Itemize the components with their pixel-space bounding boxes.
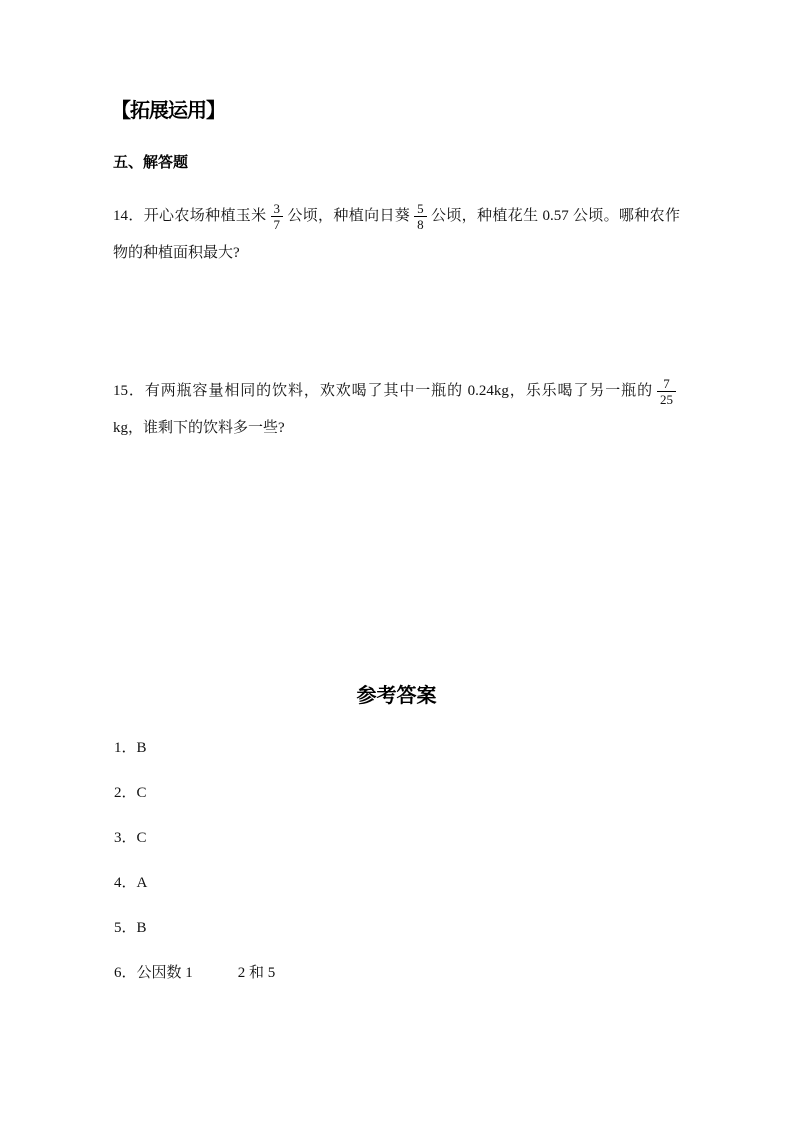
fraction-denominator: 8: [414, 216, 427, 232]
answer-list: [114, 740, 275, 1010]
answers-heading: 参考答案: [356, 685, 437, 707]
fraction-denominator: 7: [271, 216, 284, 232]
fraction-7-25: [657, 376, 676, 407]
fraction-3-7: [271, 201, 284, 232]
question-15-text-2: kg，谁剩下的饮料多一些?: [113, 420, 285, 436]
question-14-text-1: 14．开心农场种植玉米: [113, 208, 267, 224]
fraction-denominator: 25: [657, 391, 676, 407]
answer-item-3: 3．C: [114, 830, 147, 846]
fraction-numerator: 5: [417, 201, 424, 217]
question-14-text-2: 公顷，种植向日葵: [287, 208, 411, 224]
answer-item-5: 5．B: [114, 920, 147, 936]
fraction-numerator: 7: [663, 376, 670, 392]
fraction-numerator: 3: [273, 201, 280, 217]
answer-item-1: 1．B: [114, 740, 147, 756]
question-15-text-1: 15．有两瓶容量相同的饮料，欢欢喝了其中一瓶的 0.24kg，乐乐喝了另一瓶的: [113, 383, 653, 399]
answer-item-6: 6．公因数 1 2 和 5: [114, 965, 276, 981]
answer-item-4: 4．A: [114, 875, 148, 891]
question-15: [113, 373, 680, 447]
answer-item-2: 2．C: [114, 785, 147, 801]
fraction-5-8: [414, 201, 427, 232]
heading-expand-application: 【拓展运用】: [111, 100, 225, 122]
question-14: [113, 198, 680, 272]
section-title-answer-questions: 五、解答题: [113, 154, 189, 171]
question-14-text-3: 公顷，种植花生 0.57 公顷。哪种农作物的种植面积最大?: [113, 208, 680, 261]
